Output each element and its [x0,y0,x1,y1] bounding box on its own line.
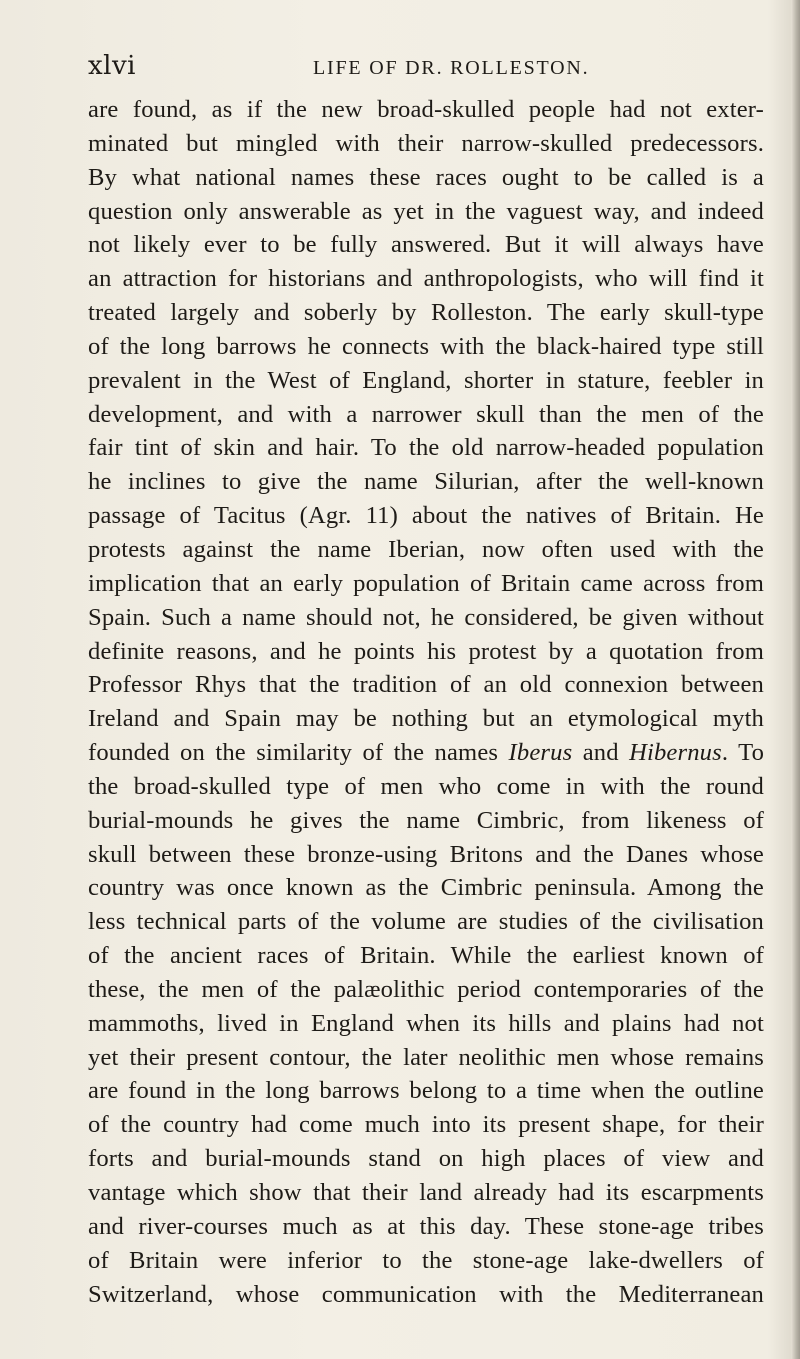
page-number: xlvi [88,51,136,81]
text-line: fair tint of skin and hair. To the old narrow-headed population [88,434,764,462]
text-line: burial-mounds he gives the name Cimbric, from likeness of [88,806,764,834]
text-line: treated largely and soberly by Rolleston. The early skull-type [88,299,764,327]
text-line: passage of Tacitus (Agr. 11) about the natives of Britain. He [88,502,764,530]
text-line: an attraction for historians and anthropologists, who will find it [88,265,764,293]
text-line: By what national names these races ought to be called is a [88,163,764,191]
text-line: he inclines to give the name Silurian, after the well-known [88,468,764,496]
text-line: Spain. Such a name should not, he considered, be given without [88,603,764,631]
text-line: Switzerland, whose communication with the Mediterranean [88,1280,764,1308]
text-line: less technical parts of the volume are studies of the civilisation [88,908,764,936]
text-line: forts and burial-mounds stand on high places of view and [88,1145,764,1173]
text-line: the broad-skulled type of men who come in with the round [88,772,764,800]
text-line-with-italics [88,736,764,770]
text-line: country was once known as the Cimbric peninsula. Among the [88,874,764,902]
page-edge-shadow [791,0,800,1359]
text-line: development, and with a narrower skull than the men of the [88,400,764,428]
text-line: question only answerable as yet in the vaguest way, and indeed [88,197,764,225]
text-line: Ireland and Spain may be nothing but an etymological myth [88,705,764,733]
text-line: and river-courses much as at this day. These stone-age tribes [88,1212,764,1240]
text-line: these, the men of the palæolithic period contemporaries of the [88,975,764,1003]
text-line: prevalent in the West of England, shorter in stature, feebler in [88,366,764,394]
italic-word-hibernus: Hibernus [629,739,722,767]
text-line: mammoths, lived in England when its hills and plains had not [88,1009,764,1037]
text-line: vantage which show that their land already had its escarpments [88,1179,764,1206]
text-line: definite reasons, and he points his protest by a quotation from [88,637,764,665]
text-line: implication that an early population of Britain came across from [88,569,764,597]
text-line: skull between these bronze-using Britons and the Danes whose [88,840,764,868]
running-title: LIFE OF DR. ROLLESTON. [313,57,590,79]
text-line: are found, as if the new broad-skulled people had not exter- [88,96,764,123]
text-run: and [572,739,630,767]
text-line: yet their present contour, the later neolithic men whose remains [88,1043,764,1071]
text-line: of Britain were inferior to the stone-age lake-dwellers of [88,1246,764,1274]
body-text [88,93,764,1311]
text-run: . To [721,739,764,767]
text-run: founded on the similarity of the names [88,739,509,767]
text-line: protests against the name Iberian, now often used with the [88,535,764,563]
text-line: are found in the long barrows belong to a time when the outline [88,1077,764,1105]
text-line: not likely ever to be fully answered. But it will always have [88,231,764,259]
running-header [88,50,764,86]
italic-word-iberus: Iberus [508,739,573,767]
text-line: of the country had come much into its present shape, for their [88,1111,764,1139]
text-line: Professor Rhys that the tradition of an old connexion between [88,671,764,699]
text-line: minated but mingled with their narrow-skulled predecessors. [88,129,764,157]
text-line: of the ancient races of Britain. While the earliest known of [88,942,764,970]
text-line: of the long barrows he connects with the black-haired type still [88,332,764,360]
